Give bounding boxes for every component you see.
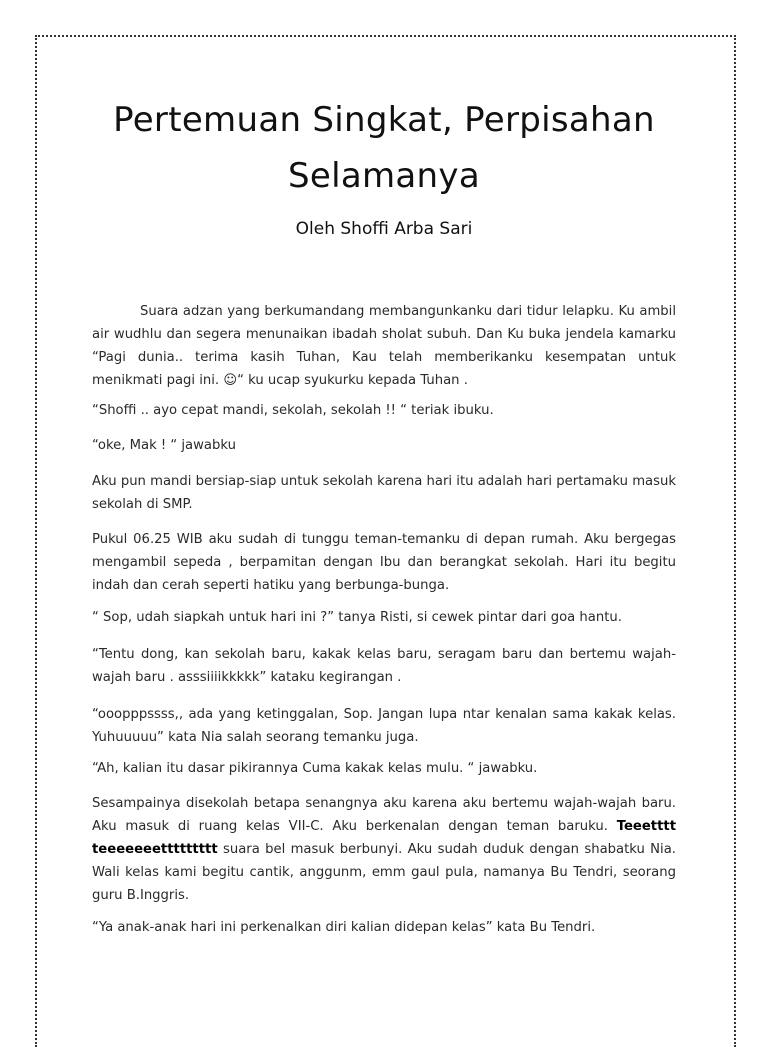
- paragraph: “oke, Mak ! “ jawabku: [92, 438, 236, 453]
- paragraph: Suara adzan yang berkumandang membangunkanku dari tidur lelapku. Ku ambil air wudhlu dan segera menunaikan ibadah sholat subuh. Dan Ku buka jendela kamarku “Pagi dunia.. terima kasih Tuhan, Kau telah memberikanku kesempatan untuk menikmati pagi ini. ☺“ ku ucap syukurku kepada Tuhan .: [92, 304, 676, 388]
- paragraph: “ooopppssss,, ada yang ketinggalan, Sop. Jangan lupa ntar kenalan sama kakak kelas. Yuhuuuuu” kata Nia salah seorang temanku juga.: [92, 707, 676, 745]
- paragraph: “Ah, kalian itu dasar pikirannya Cuma kakak kelas mulu. “ jawabku.: [92, 761, 538, 776]
- paragraph: “Ya anak-anak hari ini perkenalkan diri kalian didepan kelas” kata Bu Tendri.: [92, 920, 596, 935]
- paragraph-text: Sesampainya disekolah betapa senangnya aku karena aku bertemu wajah-wajah baru. Aku masuk di ruang kelas VII-C. Aku berkenalan dengan teman baruku.: [92, 796, 676, 834]
- bell-sound-bold-text: Teeetttt teeeeeeettttttttt: [92, 819, 676, 857]
- paragraph-text: suara bel masuk berbunyi. Aku sudah duduk dengan shabatku Nia. Wali kelas kami begitu cantik, anggunm, emm gaul pula, namanya Bu Tendri, seorang guru B.Inggris.: [92, 842, 676, 903]
- author-line: Oleh Shoffi Arba Sari: [295, 219, 473, 239]
- paragraph: Aku pun mandi bersiap-siap untuk sekolah karena hari itu adalah hari pertamaku masuk sekolah di SMP.: [92, 474, 676, 512]
- document-title: Pertemuan Singkat, Perpisahan Selamanya: [113, 100, 655, 196]
- paragraph: Pukul 06.25 WIB aku sudah di tunggu teman-temanku di depan rumah. Aku bergegas mengambil sepeda , berpamitan dengan Ibu dan berangkat sekolah. Hari itu begitu indah dan cerah seperti hatiku yang berbunga-bunga.: [92, 532, 676, 593]
- paragraph: “Shoffi .. ayo cepat mandi, sekolah, sekolah !! “ teriak ibuku.: [92, 403, 494, 418]
- paragraph-bell: [92, 792, 676, 907]
- paragraph: “Tentu dong, kan sekolah baru, kakak kelas baru, seragam baru dan bertemu wajah-wajah baru . asssiiiikkkkk” kataku kegirangan .: [92, 647, 676, 685]
- paragraph: “ Sop, udah siapkah untuk hari ini ?” tanya Risti, si cewek pintar dari goa hantu.: [92, 610, 622, 625]
